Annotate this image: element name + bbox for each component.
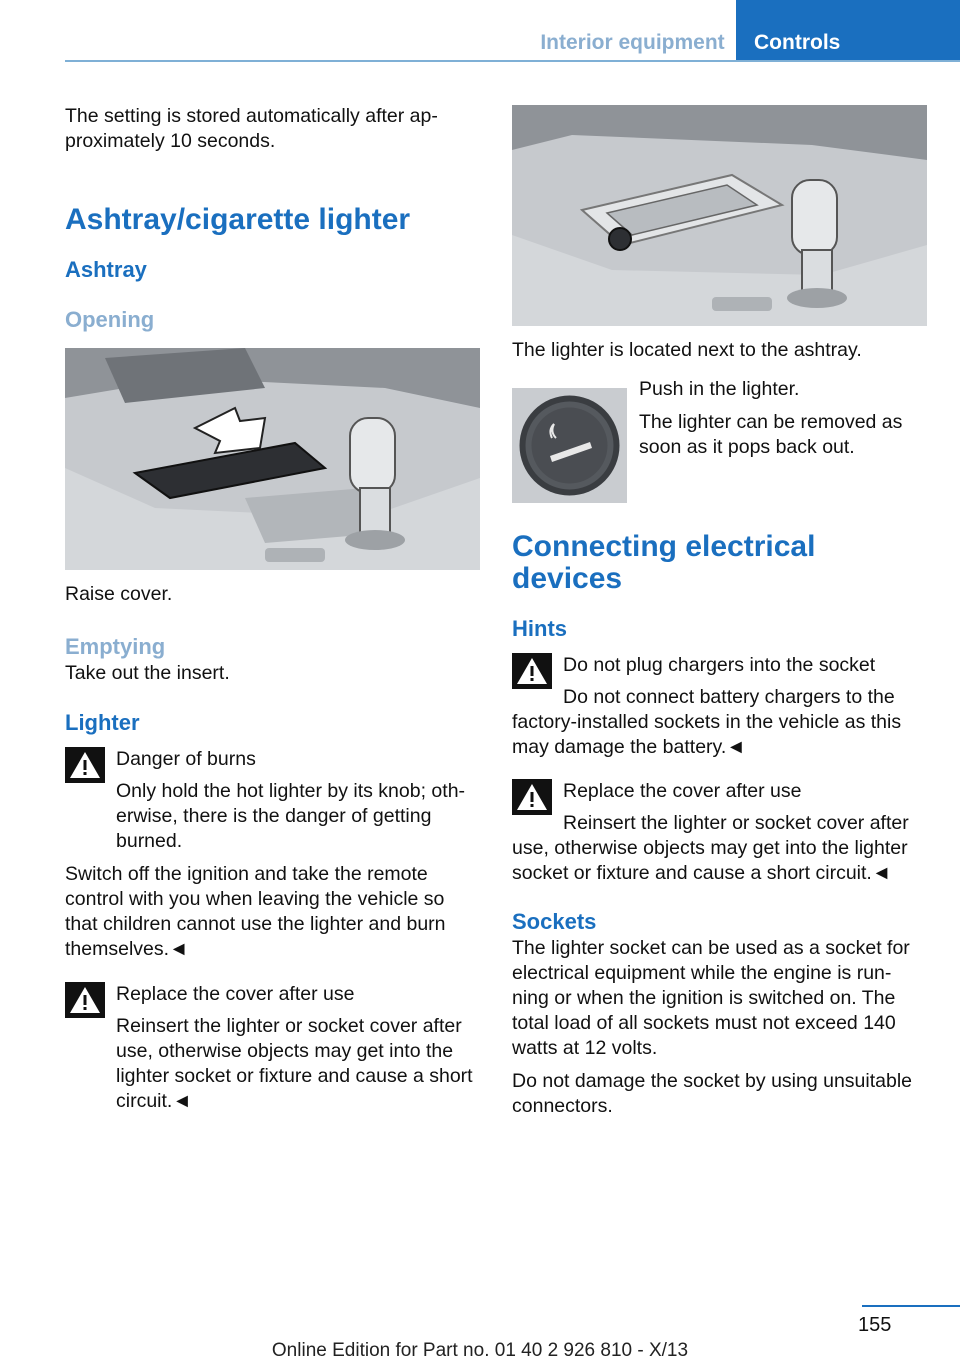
right-column: [512, 105, 927, 1119]
lighter-icon: [512, 388, 627, 503]
heading-connecting-devices: Connecting electrical devices: [512, 530, 816, 595]
warning-burns-text2: Switch off the ignition and take the remote control with you when leaving the vehicle so that children cannot use the lighter and burn themselves.◄: [65, 863, 446, 960]
push-lighter-text: Push in the lighter.: [639, 378, 800, 400]
warning-icon: [65, 747, 105, 783]
caption-raise-cover: Raise cover.: [65, 583, 173, 605]
caption-lighter-location: The lighter is located next to the ashtray.: [512, 339, 862, 361]
lighter-push-block: [512, 377, 927, 527]
heading-ashtray-lighter: Ashtray/cigarette lighter: [65, 203, 411, 236]
warning-cover-right-title: Replace the cover after use: [563, 780, 802, 802]
heading-emptying: Emptying: [65, 634, 166, 659]
lighter-location-photo: [512, 105, 927, 326]
warning-chargers: [512, 653, 927, 760]
warning-cover-text: Reinsert the lighter or socket cover after use, otherwise objects may get into the lighter socket or fixture and cause a short circuit.◄: [116, 1015, 473, 1112]
lighter-removed-text: The lighter can be removed as soon as it pops back out.: [639, 411, 903, 458]
warning-burns-text: Only hold the hot lighter by its knob; oth‐erwise, there is the danger of getting burned.: [116, 780, 466, 852]
intro-text: The setting is stored automatically after ap‐proximately 10 seconds.: [65, 105, 438, 152]
warning-burns: [65, 747, 480, 962]
warning-burns-title: Danger of burns: [116, 748, 256, 770]
sockets-text: The lighter socket can be used as a socket for electrical equipment while the engine is run‐ning or when the ignition is switched on. The total load of all sockets must not exceed 140 watts at 12 volts.: [512, 937, 910, 1059]
header-section-title: Interior equipment: [540, 31, 725, 54]
warning-icon: [512, 653, 552, 689]
left-column: [65, 104, 480, 1114]
warning-chargers-text: Do not connect battery chargers to the factory-installed sockets in the vehicle as this may damage the battery.◄: [512, 686, 902, 758]
header-chapter-tab: Controls: [736, 0, 960, 62]
warning-cover-right-text: Reinsert the lighter or socket cover after use, otherwise objects may get into the lighter socket or fixture and cause a short circuit.◄: [512, 812, 909, 884]
warning-cover-title: Replace the cover after use: [116, 983, 355, 1005]
sockets-text2: Do not damage the socket by using unsuitable connectors.: [512, 1070, 913, 1117]
heading-sockets: Sockets: [512, 909, 597, 934]
ashtray-opening-photo: [65, 348, 480, 570]
page-number: 155: [858, 1314, 892, 1336]
warning-icon: [65, 982, 105, 1018]
heading-opening: Opening: [65, 307, 155, 332]
warning-icon: [512, 779, 552, 815]
header-rule: [65, 60, 960, 62]
heading-lighter: Lighter: [65, 710, 140, 735]
footer-rule: [862, 1305, 960, 1307]
warning-cover-right: [512, 779, 927, 886]
footer-edition: Online Edition for Part no. 01 40 2 926 810 - X/13: [271, 1340, 689, 1361]
emptying-text: Take out the insert.: [65, 662, 230, 684]
heading-ashtray: Ashtray: [65, 257, 147, 282]
heading-hints: Hints: [512, 616, 567, 641]
warning-cover: [65, 982, 480, 1114]
warning-chargers-title: Do not plug chargers into the socket: [563, 654, 876, 676]
